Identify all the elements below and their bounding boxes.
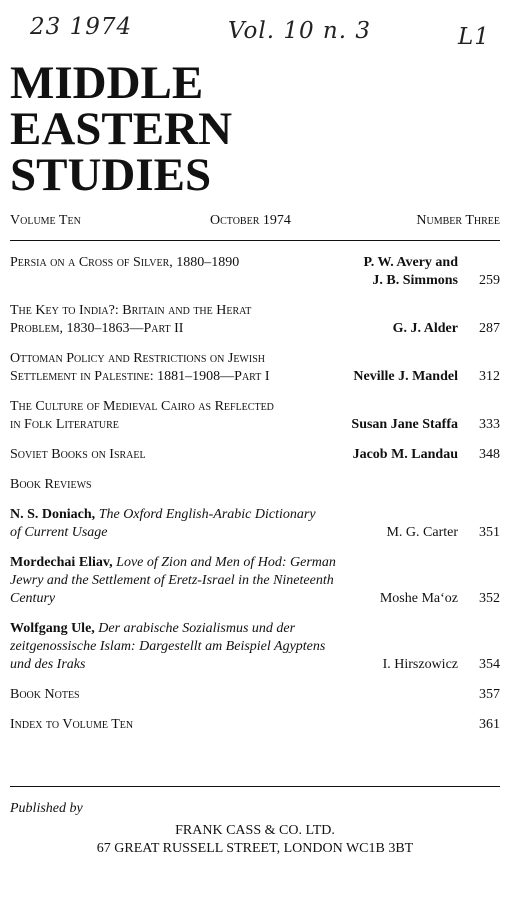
section-heading: Book Reviews bbox=[10, 477, 92, 492]
page-number: 287 bbox=[479, 321, 500, 336]
reviewer-name: Moshe Ma‘oz bbox=[379, 591, 458, 606]
article-title: Soviet Books on Israel bbox=[10, 447, 146, 462]
page-number: 259 bbox=[479, 273, 500, 288]
reviewer-name: M. G. Carter bbox=[386, 525, 458, 540]
page-number: 348 bbox=[479, 447, 500, 462]
page-number: 333 bbox=[479, 417, 500, 432]
issue-number: Number Three bbox=[416, 213, 500, 228]
page-number: 312 bbox=[479, 369, 500, 384]
journal-title-line: STUDIES bbox=[10, 149, 212, 201]
book-notes-entry bbox=[10, 687, 500, 705]
handwritten-volume: Vol. 10 n. 3 bbox=[228, 18, 371, 44]
top-divider bbox=[10, 240, 500, 241]
journal-title bbox=[10, 57, 430, 201]
articles-list bbox=[10, 255, 500, 465]
table-of-contents bbox=[10, 255, 500, 747]
reviewed-author: Wolfgang Ule, bbox=[10, 621, 95, 636]
article-entry bbox=[10, 351, 500, 387]
article-title: The Key to India?: Britain and the Herat bbox=[10, 303, 252, 318]
article-author: P. W. Avery and bbox=[363, 255, 458, 270]
article-title: in Folk Literature bbox=[10, 417, 119, 432]
article-author: Jacob M. Landau bbox=[352, 447, 458, 462]
page-number: 351 bbox=[479, 525, 500, 540]
review-entry bbox=[10, 507, 500, 543]
handwritten-year: 23 1974 bbox=[30, 14, 133, 40]
book-title: The Oxford English-Arabic Dictionary bbox=[98, 507, 316, 522]
reviewed-author: N. S. Doniach, bbox=[10, 507, 96, 522]
published-by-label: Published by bbox=[10, 801, 83, 816]
page-number: 361 bbox=[479, 717, 500, 732]
book-title: Der arabische Sozialismus und der bbox=[98, 621, 296, 636]
article-author: Neville J. Mandel bbox=[353, 369, 458, 384]
reviewer-name: I. Hirszowicz bbox=[382, 657, 458, 672]
article-author: J. B. Simmons bbox=[372, 273, 458, 288]
journal-title-line: EASTERN bbox=[10, 103, 233, 155]
handwritten-annotation bbox=[30, 8, 500, 58]
bottom-divider bbox=[10, 786, 500, 787]
book-title: und des Iraks bbox=[10, 657, 86, 672]
book-notes-label: Book Notes bbox=[10, 687, 80, 702]
page-number: 352 bbox=[479, 591, 500, 606]
book-title: Love of Zion and Men of Hod: German bbox=[116, 555, 336, 570]
page-number: 357 bbox=[479, 687, 500, 702]
book-title: Century bbox=[10, 591, 56, 606]
article-entry bbox=[10, 255, 500, 291]
publisher-address: 67 GREAT RUSSELL STREET, LONDON WC1B 3BT bbox=[96, 841, 414, 856]
article-author: G. J. Alder bbox=[392, 321, 458, 336]
reviewed-author: Mordechai Eliav, bbox=[10, 555, 113, 570]
volume-label: Volume Ten bbox=[10, 213, 81, 228]
article-title: The Culture of Medieval Cairo as Reflected bbox=[10, 399, 274, 414]
article-entry bbox=[10, 447, 500, 465]
publisher-block bbox=[10, 801, 500, 857]
article-author: Susan Jane Staffa bbox=[351, 417, 458, 432]
article-title: Problem, 1830–1863—Part II bbox=[10, 321, 184, 336]
reviews-list bbox=[10, 507, 500, 675]
book-title: of Current Usage bbox=[10, 525, 108, 540]
article-entry bbox=[10, 399, 500, 435]
book-title: Jewry and the Settlement of Eretz-Israel in the Nineteenth bbox=[10, 573, 334, 588]
handwritten-code: L1 bbox=[458, 24, 490, 50]
article-entry bbox=[10, 303, 500, 339]
index-entry bbox=[10, 717, 500, 735]
article-title: Persia on a Cross of Silver, 1880–1890 bbox=[10, 255, 240, 270]
issue-date: October 1974 bbox=[210, 213, 291, 228]
page-number: 354 bbox=[479, 657, 500, 672]
journal-title-line: MIDDLE bbox=[10, 57, 204, 109]
article-title: Ottoman Policy and Restrictions on Jewish bbox=[10, 351, 265, 366]
index-label: Index to Volume Ten bbox=[10, 717, 134, 732]
publisher-name: FRANK CASS & CO. LTD. bbox=[175, 823, 335, 838]
book-title: zeitgenossische Islam: Dargestellt am Beispiel Agyptens bbox=[10, 639, 326, 654]
article-title: Settlement in Palestine: 1881–1908—Part I bbox=[10, 369, 270, 384]
review-entry bbox=[10, 555, 500, 609]
review-entry bbox=[10, 621, 500, 675]
book-reviews-heading bbox=[10, 477, 500, 495]
